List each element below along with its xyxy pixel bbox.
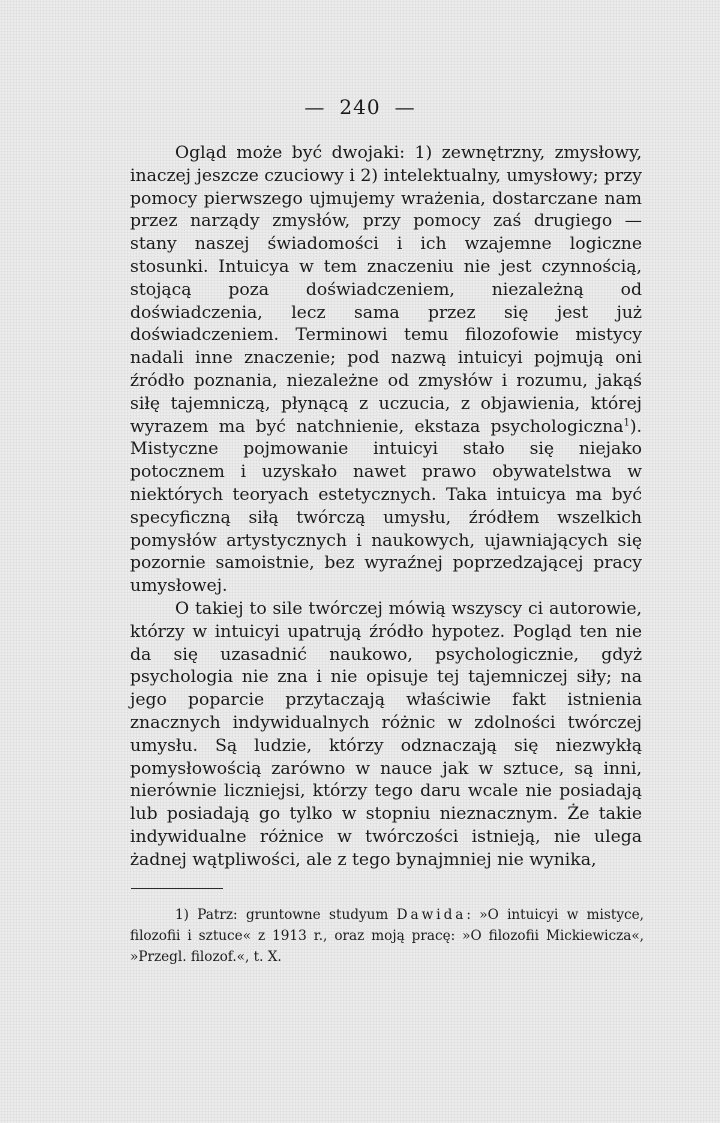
header-dash-right: —: [394, 95, 416, 119]
paragraph-1: [130, 142, 642, 598]
page-header: [0, 95, 720, 119]
paragraph-1-part-1: Ogląd może być dwojaki: 1) zewnętrzny, zmysłowy, inaczej jeszcze czuciowy i 2) intelektualny, umysłowy; przy pomocy pierwszego ujmujemy wrażenia, dostarczane nam przez narządy zmysłów, przy pomocy zaś drugiego — stany naszej świadomości i ich wzajemne logiczne stosunki. Intuicya w tem znaczeniu nie jest czynnością, stojącą poza doświadczeniem, niezależną od doświadczenia, lecz sama przez się jest już doświadczeniem. Terminowi temu filozofowie mistycy nadali inne znaczenie; pod nazwą intuicyi pojmują oni źródło poznania, niezależne od zmysłów i rozumu, jakąś siłę tajemniczą, płynącą z uczucia, z objawienia, której wyrazem ma być natchnienie, ekstaza psychologiczna: [130, 143, 642, 437]
main-text: [130, 142, 642, 872]
footnote: [130, 905, 644, 968]
footnote-reference: 1: [623, 416, 630, 428]
footnote-marker: 1): [175, 907, 189, 923]
header-dash-left: —: [304, 95, 326, 119]
page-number: 240: [339, 95, 381, 119]
paragraph-2: O takiej to sile twórczej mówią wszyscy ci autorowie, którzy w intuicyi upatrują źródło hypotez. Pogląd ten nie da się uzasadnić naukowo, psychologicznie, gdyż psychologia nie zna i nie opisuje tej tajemniczej siły; na jego poparcie przytaczają właściwie fakt istnienia znacznych indywidualnych różnic w zdolności twórczej umysłu. Są ludzie, którzy odznaczają się niezwykłą pomysłowością zarówno w nauce jak w sztuce, są inni, nierównie liczniejsi, którzy tego daru wcale nie posiadają lub posiadają go tylko w stopniu nieznacznym. Że takie indywidualne różnice w twórczości istnieją, nie ulega żadnej wątpliwości, ale z tego bynajmniej nie wynika,: [130, 598, 642, 870]
footnote-author: Dawida: [396, 907, 467, 923]
footnote-text-before: Patrz: gruntowne studyum: [188, 907, 397, 923]
footnote-text-after: : »O intuicyi w mistyce, filozofii i sztuce« z 1913 r., oraz moją pracę: »O filozofii Mickiewicza«, »Przegl. filozof.«, t. X.: [130, 907, 644, 965]
paragraph-1-part-2: ). Mistyczne pojmowanie intuicyi stało się niejako potocznem i uzyskało nawet prawo obywatelstwa w niektórych teoryach estetycznych. Taka intuicya ma być specyficzną siłą twórczą umysłu, źródłem wszelkich pomysłów artystycznych i naukowych, ujawniających się pozornie samoistnie, bez wyraźnej poprzedzającej pracy umysłowej.: [130, 416, 642, 597]
footnote-divider: [131, 888, 223, 889]
